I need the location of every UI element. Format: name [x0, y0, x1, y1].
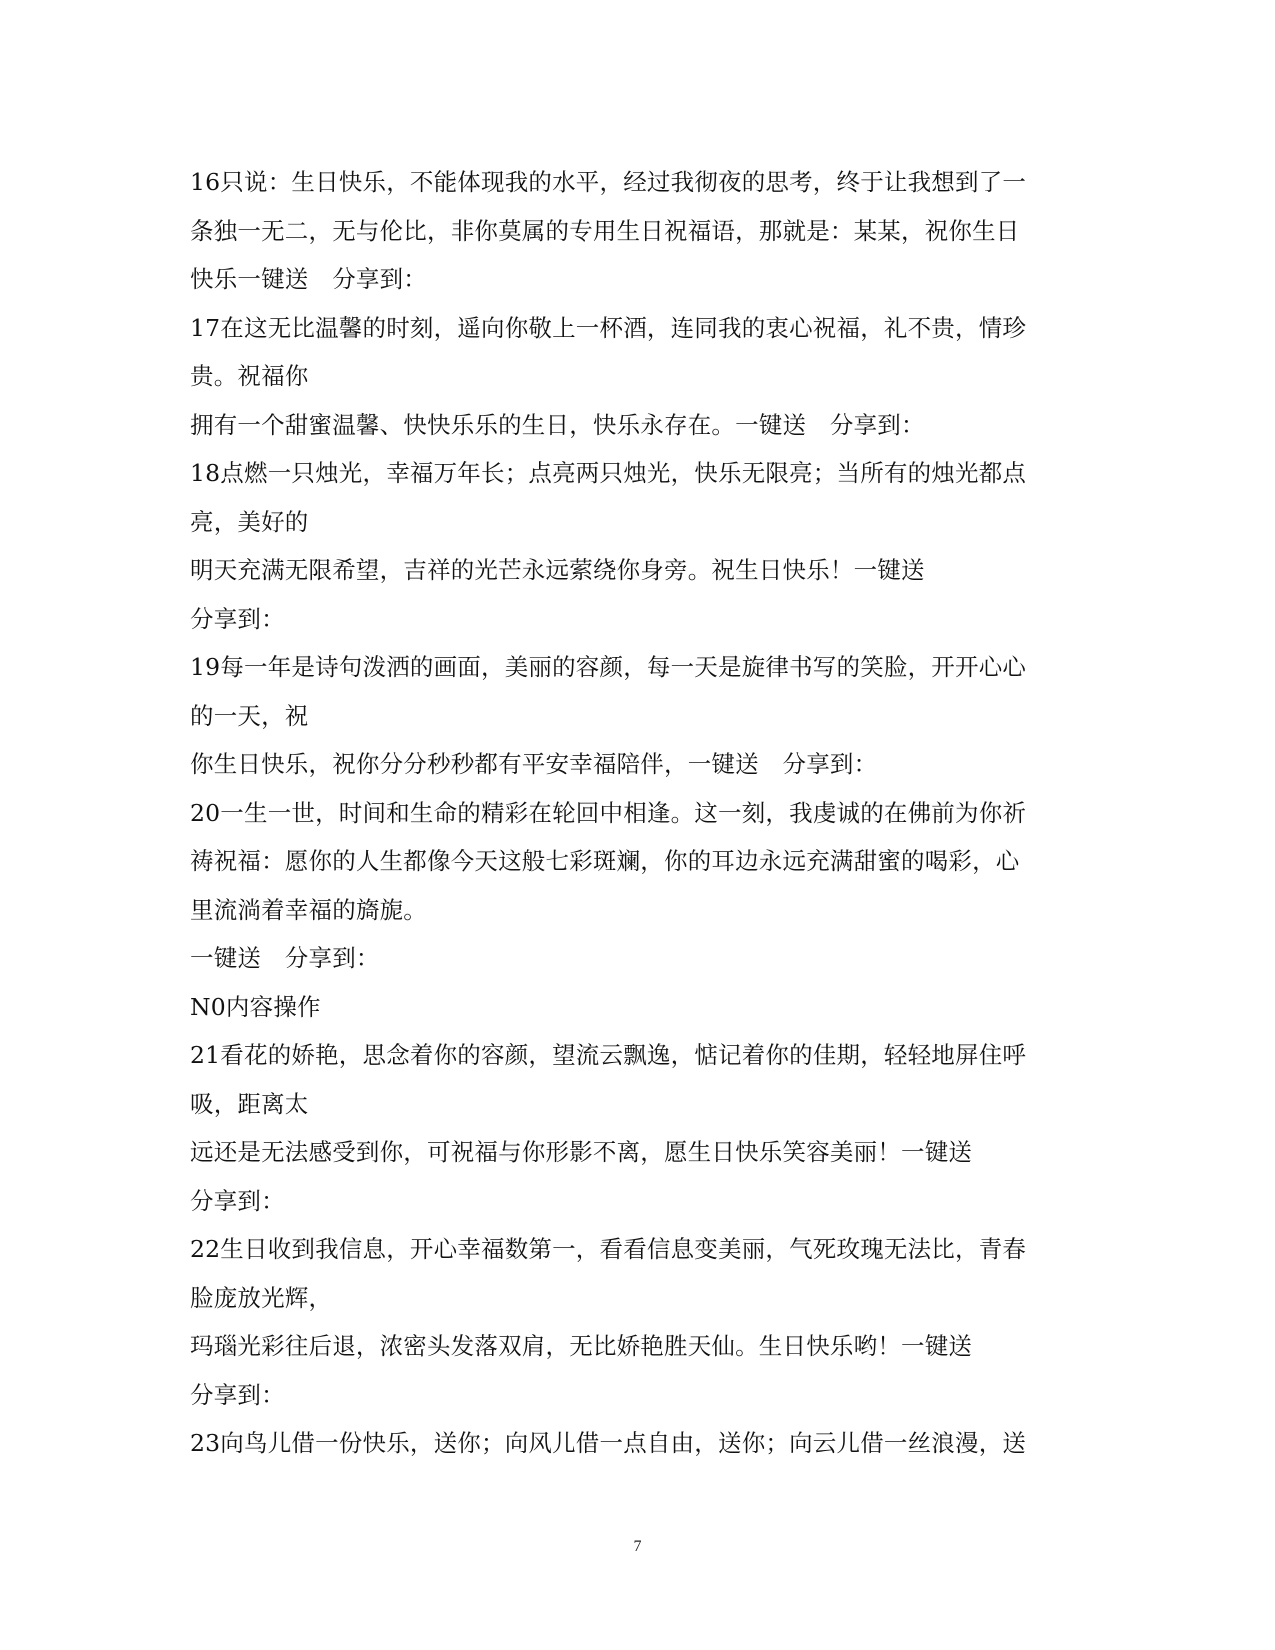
text-line: 吸，距离太 — [190, 1089, 309, 1118]
text-line: 23向鸟儿借一份快乐，送你；向风儿借一点自由，送你；向云儿借一丝浪漫，送 — [190, 1429, 1027, 1457]
text-line: N0内容操作 — [190, 992, 321, 1021]
document-body — [190, 158, 1090, 1468]
text-line: 的一天，祝 — [190, 701, 309, 730]
text-line: 19每一年是诗句泼洒的画面，美丽的容颜，每一天是旋律书写的笑脸，开开心心 — [190, 653, 1027, 681]
text-line: 你生日快乐，祝你分分秒秒都有平安幸福陪伴，一键送 分享到： — [190, 750, 878, 778]
text-line: 一键送 分享到： — [190, 944, 380, 972]
text-line: 里流淌着幸福的旖旎。 — [190, 895, 427, 924]
text-line: 条独一无二，无与伦比，非你莫属的专用生日祝福语，那就是：某某，祝你生日 — [190, 216, 1020, 245]
text-line: 玛瑙光彩往后退，浓密头发落双肩，无比娇艳胜天仙。生日快乐哟！一键送 — [190, 1332, 973, 1360]
text-line: 分享到： — [190, 1380, 285, 1409]
text-line: 快乐一键送 分享到： — [190, 265, 427, 293]
text-line: 远还是无法感受到你，可祝福与你形影不离，愿生日快乐笑容美丽！一键送 — [190, 1138, 973, 1166]
text-line: 分享到： — [190, 604, 285, 633]
text-line: 分享到： — [190, 1186, 285, 1215]
text-line: 亮，美好的 — [190, 507, 309, 536]
text-line: 18点燃一只烛光，幸福万年长；点亮两只烛光，快乐无限亮；当所有的烛光都点 — [190, 459, 1027, 487]
text-line: 20一生一世，时间和生命的精彩在轮回中相逢。这一刻，我虔诚的在佛前为你祈 — [190, 798, 1027, 827]
text-line: 22生日收到我信息，开心幸福数第一，看看信息变美丽，气死玫瑰无法比，青春 — [190, 1235, 1027, 1263]
text-line: 祷祝福：愿你的人生都像今天这般七彩斑斓，你的耳边永远充满甜蜜的喝彩，心 — [190, 847, 1020, 875]
text-line: 明天充满无限希望，吉祥的光芒永远萦绕你身旁。祝生日快乐！一键送 — [190, 556, 925, 584]
text-line: 16只说：生日快乐，不能体现我的水平，经过我彻夜的思考，终于让我想到了一 — [190, 168, 1027, 196]
text-line: 17在这无比温馨的时刻，遥向你敬上一杯酒，连同我的衷心祝福，礼不贵，情珍 — [190, 313, 1027, 342]
text-line: 贵。祝福你 — [190, 362, 309, 390]
text-line: 脸庞放光辉， — [190, 1283, 333, 1312]
page-number: 7 — [633, 1538, 642, 1555]
text-line: 21看花的娇艳，思念着你的容颜，望流云飘逸，惦记着你的佳期，轻轻地屏住呼 — [190, 1041, 1027, 1069]
text-line: 拥有一个甜蜜温馨、快快乐乐的生日，快乐永存在。一键送 分享到： — [190, 410, 925, 439]
